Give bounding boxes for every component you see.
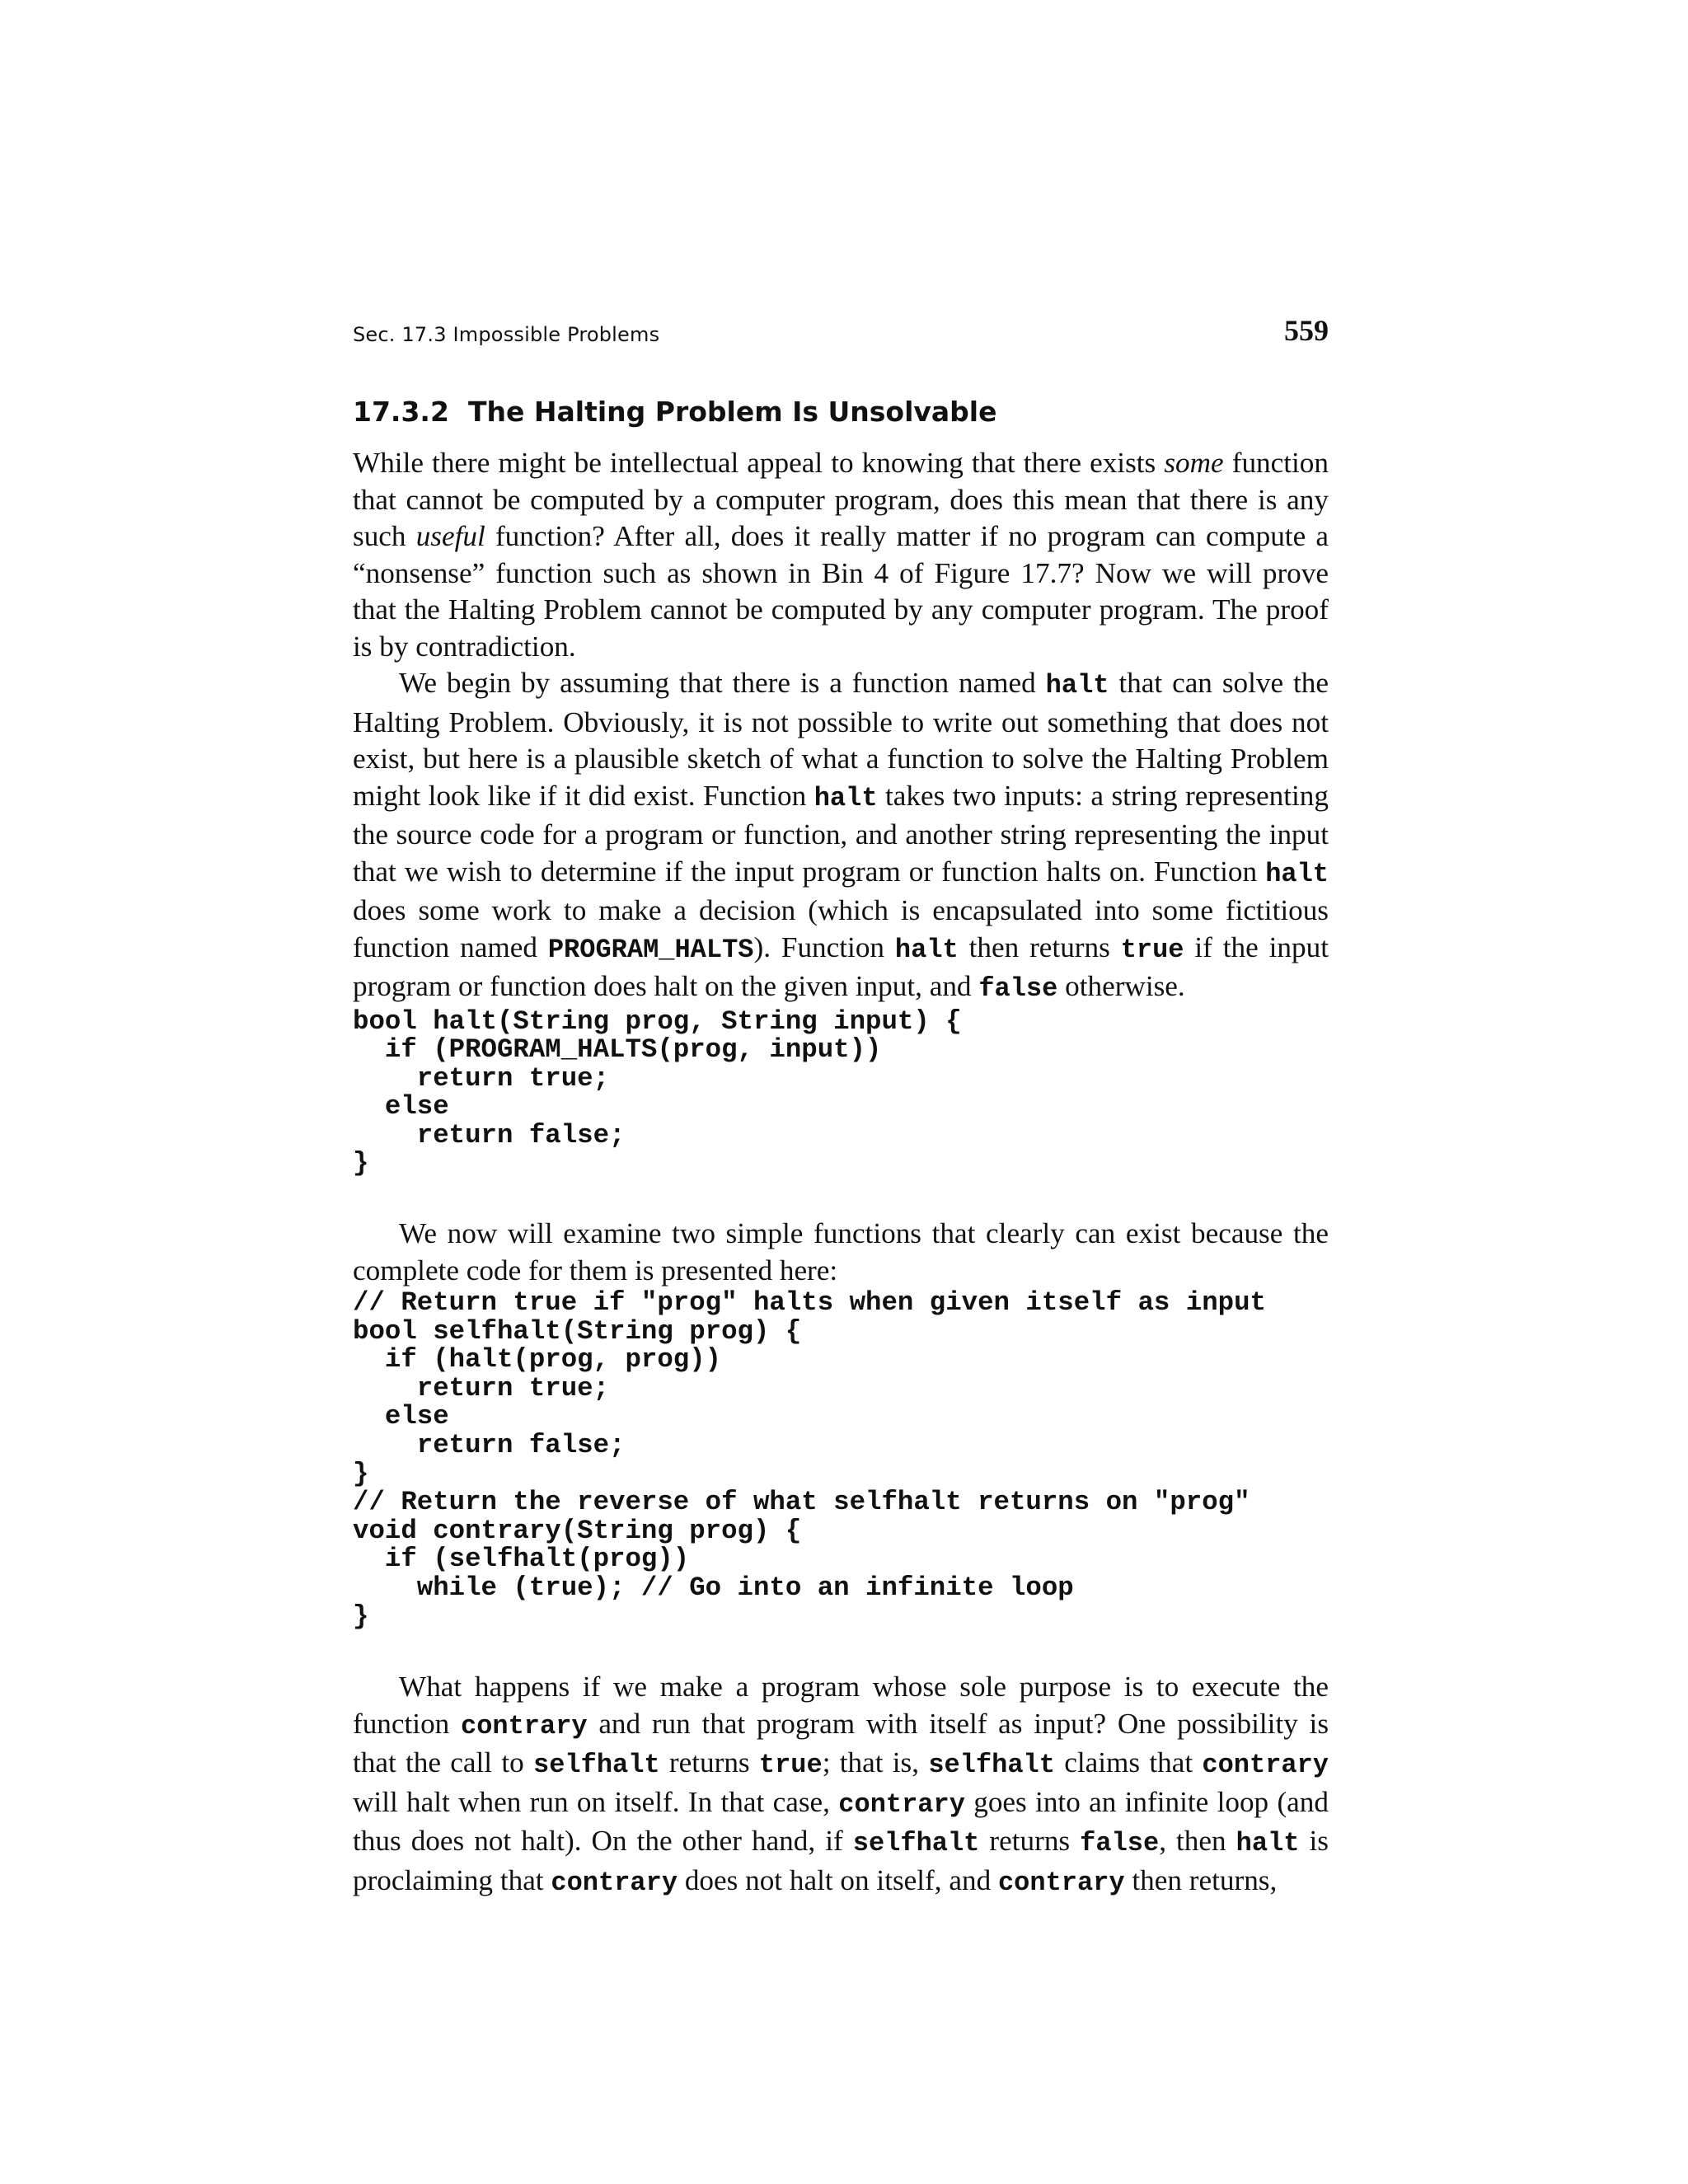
section-number: 17.3.2 — [353, 396, 449, 428]
inline-code: selfhalt — [852, 1828, 980, 1859]
section-title: The Halting Problem Is Unsolvable — [468, 396, 997, 428]
inline-code: true — [758, 1750, 823, 1781]
inline-code: halt — [814, 782, 878, 813]
inline-code: selfhalt — [533, 1750, 660, 1781]
code-block-selfhalt: // Return true if "prog" halts when given itself as input bool selfhalt(String prog) { if (halt(prog, prog)) return true; else return false; } — [353, 1287, 1266, 1489]
page-header — [353, 313, 1329, 363]
inline-code: true — [1120, 934, 1184, 965]
paragraph-3: We now will examine two simple functions that clearly can exist because the complete code for them is presented here: — [353, 1217, 1329, 1286]
code-block-halt: bool halt(String prog, String input) { if (PROGRAM_HALTS(prog, input)) return true; else return false; } — [353, 1005, 962, 1179]
inline-code: halt — [1045, 670, 1109, 701]
emphasis-some: some — [1164, 447, 1224, 479]
inline-code: selfhalt — [928, 1750, 1055, 1781]
inline-code: false — [1080, 1828, 1160, 1859]
inline-code: halt — [894, 934, 959, 965]
paragraph-2: We begin by assuming that there is a function named halt that can solve the Halting Problem. Obviously, it is not possible to write out something that does not exist, but here is a plausible sketch of what a function to solve the Halting Problem might look like if it did exist. Function halt takes two inputs: a string representing the source code for a program or function, and another string representing the input that we wish to determine if the input program or function halts on. Function halt does some work to make a decision (which is encapsulated into some fictitious function named PROGRAM_HALTS). Function halt then returns true if the input program or function does halt on the given input, and false otherwise. — [353, 667, 1329, 1004]
inline-code: PROGRAM_HALTS — [547, 934, 754, 965]
page-number: 559 — [1284, 314, 1329, 347]
paragraph-4: What happens if we make a program whose sole purpose is to execute the function contrary and run that program with itself as input? One possibility is that the call to selfhalt returns true; that is, selfhalt claims that contrary will halt when run on itself. In that case, contrary goes into an infinite loop (and thus does not halt). On the other hand, if selfhalt returns false, then halt is proclaiming that contrary does not halt on itself, and contrary then returns, — [353, 1671, 1329, 1898]
code-block-contrary: // Return the reverse of what selfhalt returns on "prog" void contrary(String prog) { if (selfhalt(prog)) while (true); // Go into an infinite loop } — [353, 1487, 1250, 1632]
inline-code: contrary — [460, 1710, 588, 1741]
inline-code: contrary — [838, 1788, 965, 1820]
running-head: Sec. 17.3 Impossible Problems — [353, 323, 660, 346]
emphasis-useful: useful — [415, 520, 485, 552]
inline-code: false — [978, 973, 1058, 1004]
section-heading — [353, 396, 1329, 445]
inline-code: contrary — [1202, 1750, 1329, 1781]
inline-code: contrary — [551, 1867, 678, 1898]
inline-code: halt — [1265, 858, 1329, 889]
page — [353, 313, 1329, 1901]
inline-code: contrary — [997, 1867, 1125, 1898]
inline-code: halt — [1236, 1828, 1300, 1859]
paragraph-1: While there might be intellectual appeal to knowing that there exists some function that cannot be computed by a computer program, does this mean that there is any such useful function? After all, does it really matter if no program can compute a “nonsense” function such as shown in Bin 4 of Figure 17.7? Now we will prove that the Halting Problem cannot be computed by any computer program. The proof is by contradiction. — [353, 447, 1329, 663]
